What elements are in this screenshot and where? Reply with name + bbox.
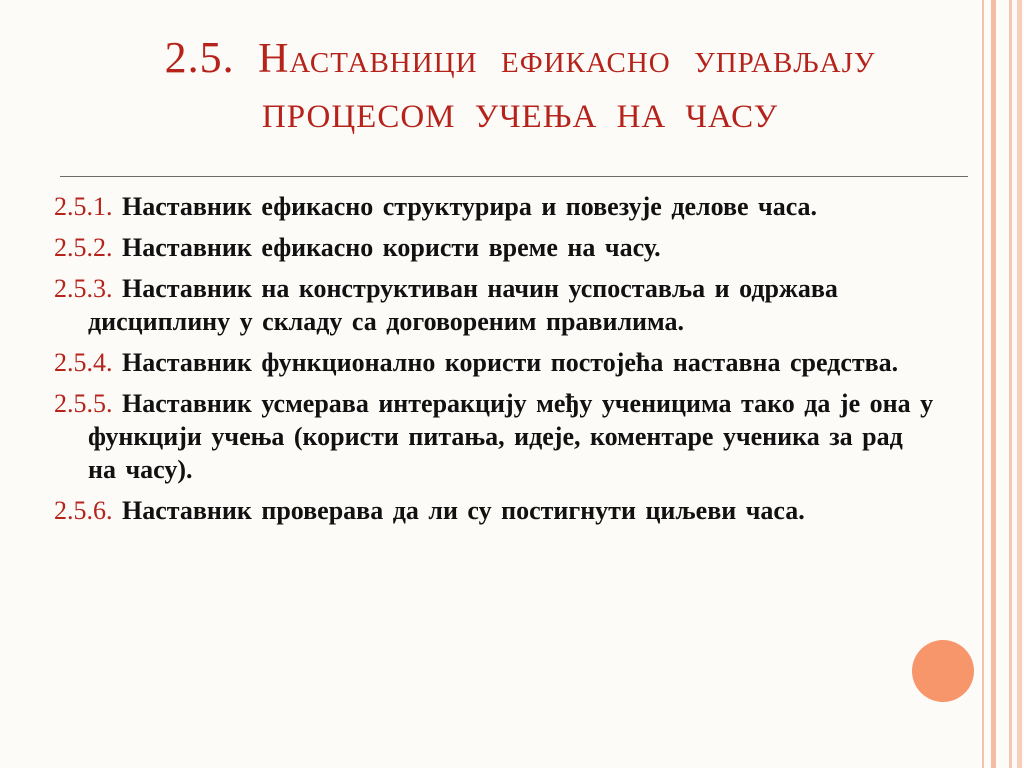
- item-text: Наставник ефикасно структурира и повезује делове часа.: [122, 192, 818, 221]
- stripe-3: [1009, 0, 1012, 768]
- title-number: 2.5.: [164, 33, 235, 82]
- list-item: [54, 387, 934, 486]
- list-item: [54, 346, 934, 379]
- item-number: 2.5.6.: [54, 496, 113, 525]
- title-line-1: [70, 32, 970, 85]
- item-number: 2.5.1.: [54, 192, 113, 221]
- stripe-1: [982, 0, 984, 768]
- item-number: 2.5.4.: [54, 348, 113, 377]
- list-item: [54, 190, 934, 223]
- title-text-1: Наставници ефикасно управљају: [258, 36, 876, 82]
- item-text: Наставник проверава да ли су постигнути циљеви часа.: [122, 496, 805, 525]
- title-line-2: ПРОЦЕСОМ УЧЕЊА НА ЧАСУ: [261, 99, 779, 135]
- item-number: 2.5.3.: [54, 274, 113, 303]
- standards-list: [54, 190, 934, 535]
- list-item: [54, 272, 934, 338]
- decorative-stripes: [978, 0, 1024, 768]
- decorative-circle: [912, 640, 974, 702]
- list-item: [54, 231, 934, 264]
- stripe-2: [991, 0, 996, 768]
- item-text: Наставник ефикасно користи време на часу.: [122, 233, 661, 262]
- item-text: Наставник усмерава интеракцију међу ученицима тако да је она у функцији учења (користи питања, идеје, коментаре ученика за рад на часу).: [88, 389, 934, 484]
- item-text: Наставник функционално користи постојећа наставна средства.: [122, 348, 899, 377]
- title-divider: [60, 176, 968, 177]
- item-text: Наставник на конструктиван начин успоставља и одржава дисциплину у складу са договореним правилима.: [88, 274, 838, 336]
- list-item: [54, 494, 934, 527]
- stripe-4: [1017, 0, 1022, 768]
- item-number: 2.5.2.: [54, 233, 113, 262]
- slide-title: [70, 32, 970, 143]
- item-number: 2.5.5.: [54, 389, 113, 418]
